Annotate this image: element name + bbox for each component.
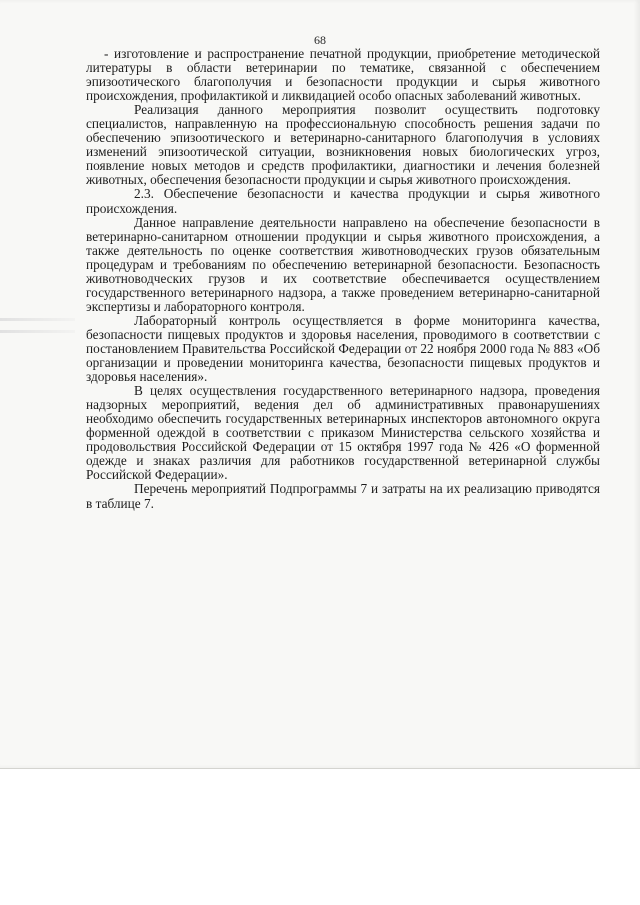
paragraph-supervision: В целях осуществления государственного ветеринарного надзора, проведения надзорных мероприятий, ведения дел об административных правонарушениях необходимо обеспечить государственных ветеринарных инспекторов автономного округа форменной одеждой в соответствии с приказом Министерства сельского хозяйства и продовольствия Российской Федерации от 15 октября 1997 года № 426 «О форменной одежде и знаках различия для работников государственной ветеринарной службы Российской Федерации». bbox=[86, 383, 600, 483]
scan-bleed-mark bbox=[0, 330, 75, 333]
paragraph-lab-control: Лабораторный контроль осуществляется в форме мониторинга качества, безопасности пищевых продуктов и здоровья населения, проводимого в соответствии с постановлением Правительства Российской Федерации от 22 ноября 2000 года № 883 «Об организации и проведении мониторинга качества, безопасности пищевых продуктов и здоровья населения». bbox=[86, 312, 600, 385]
section-heading-2-3: 2.3. Обеспечение безопасности и качества продукции и сырья животного происхождения. bbox=[86, 186, 600, 216]
document-body bbox=[86, 47, 600, 511]
scan-bleed-mark bbox=[0, 318, 75, 321]
paragraph-literature: - изготовление и распространение печатной продукции, приобретение методической литературы в области ветеринарии по тематике, связанной с обеспечением эпизоотического благополучия и безопасности продукции и сырья животного происхождения, профилактикой и ликвидацией особо опасных заболеваний животных. bbox=[86, 46, 600, 104]
paragraph-training: Реализация данного мероприятия позволит осуществить подготовку специалистов, направленную на профессиональную способность решения задачи по обеспечению эпизоотического и ветеринарно-санитарного благополучия в условиях изменений эпизоотической ситуации, возникновения новых биологических угроз, появление новых методов и средств профилактики, диагностики и лечения болезней животных, обеспечения безопасности продукции и сырья животного происхождения. bbox=[86, 102, 600, 188]
page-number: 68 bbox=[314, 33, 326, 47]
paragraph-direction: Данное направление деятельности направлено на обеспечение безопасности в ветеринарно-санитарном отношении продукции и сырья животного происхождения, а также деятельность по оценке соответствия животноводческих грузов обязательным процедурам и требованиям по обеспечению ветеринарной безопасности. Безопасность животноводческих грузов и их соответствие обеспечивается осуществлением государственного ветеринарного надзора, а также проведением ветеринарно-санитарной экспертизы и лабораторного контроля. bbox=[86, 214, 600, 314]
paragraph-table-reference: Перечень мероприятий Подпрограммы 7 и затраты на их реализацию приводятся в таблице 7. bbox=[86, 481, 600, 511]
